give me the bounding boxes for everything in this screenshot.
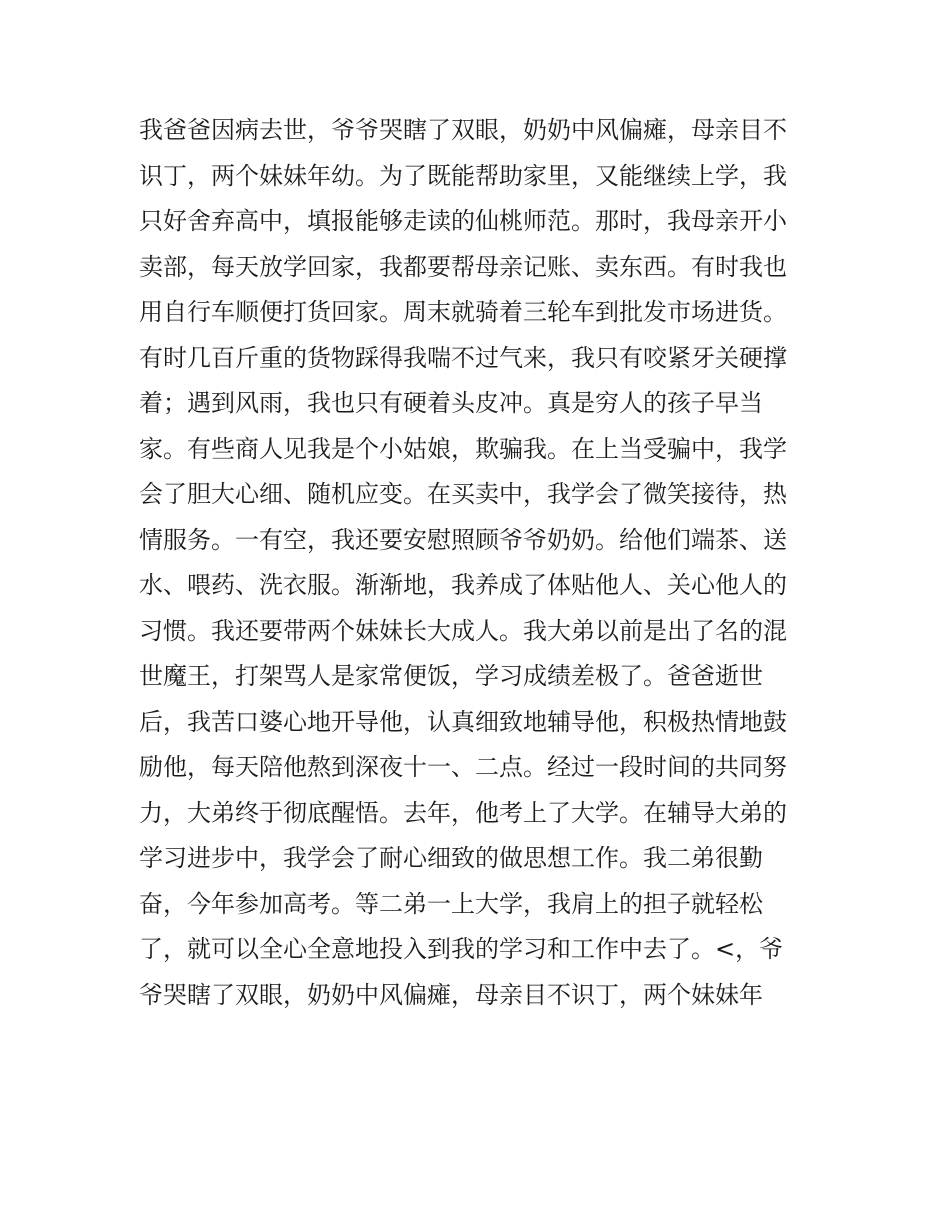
text-line: 世魔王，打架骂人是家常便饭，学习成绩差极了。爸爸逝世	[139, 662, 763, 690]
text-line: 了，就可以全心全意地投入到我的学习和工作中去了。<，爷	[139, 935, 784, 963]
text-line: 用自行车顺便打货回家。周末就骑着三轮车到批发市场进货。	[139, 298, 787, 326]
text-line: 家。有些商人见我是个小姑娘，欺骗我。在上当受骗中，我学	[139, 434, 787, 463]
text-line: 我爸爸因病去世，爷爷哭瞎了双眼，奶奶中风偏瘫，母亲目不	[139, 116, 787, 144]
body-text	[139, 108, 819, 1018]
text-line: 习惯。我还要带两个妹妹长大成人。我大弟以前是出了名的混	[139, 616, 787, 645]
text-line: 水、喂药、洗衣服。渐渐地，我养成了体贴他人、关心他人的	[139, 571, 787, 599]
text-line: 后，我苦口婆心地开导他，认真细致地辅导他，积极热情地鼓	[139, 707, 787, 736]
text-line: 只好舍弃高中，填报能够走读的仙桃师范。那时，我母亲开小	[139, 207, 787, 235]
text-line: 励他，每天陪他熬到深夜十一、二点。经过一段时间的共同努	[139, 753, 787, 781]
text-line: 会了胆大心细、随机应变。在买卖中，我学会了微笑接待，热	[139, 480, 787, 508]
text-line: 有时几百斤重的货物踩得我喘不过气来，我只有咬紧牙关硬撑	[139, 343, 787, 372]
text-line: 着；遇到风雨，我也只有硬着头皮冲。真是穷人的孩子早当	[139, 389, 763, 417]
text-line: 力，大弟终于彻底醒悟。去年，他考上了大学。在辅导大弟的	[139, 798, 787, 827]
text-line: 奋，今年参加高考。等二弟一上大学，我肩上的担子就轻松	[139, 889, 763, 918]
text-line: 卖部，每天放学回家，我都要帮母亲记账、卖东西。有时我也	[139, 252, 787, 281]
text-line: 情服务。一有空，我还要安慰照顾爷爷奶奶。给他们端茶、送	[139, 525, 787, 554]
text-line: 学习进步中，我学会了耐心细致的做思想工作。我二弟很勤	[139, 844, 763, 872]
text-line: 爷哭瞎了双眼，奶奶中风偏瘫，母亲目不识丁，两个妹妹年	[139, 980, 763, 1009]
text-line: 识丁，两个妹妹年幼。为了既能帮助家里，又能继续上学，我	[139, 161, 787, 190]
